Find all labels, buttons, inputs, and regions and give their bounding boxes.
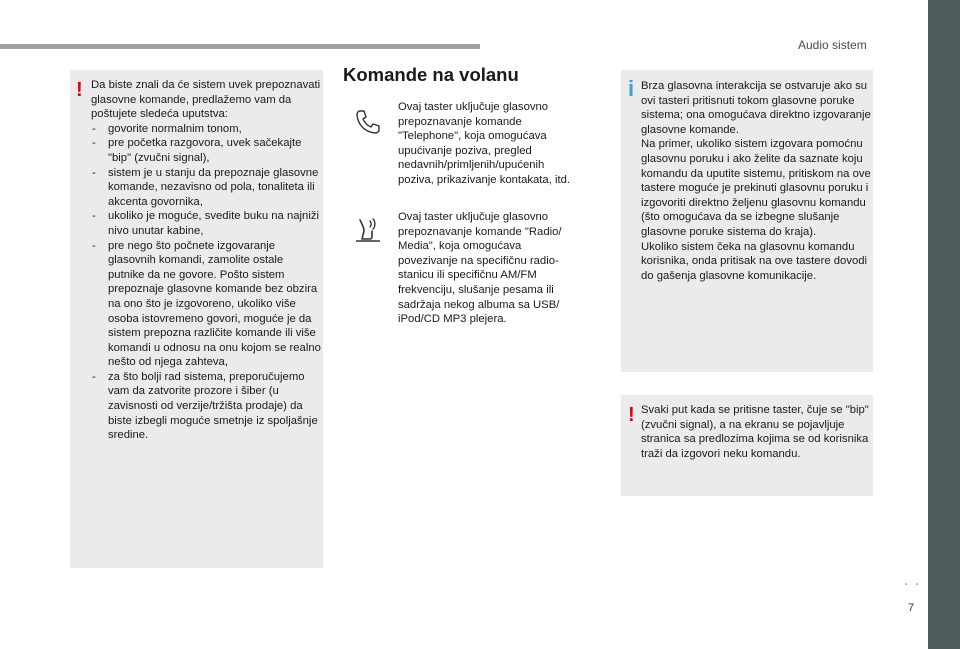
exclamation-icon: ! [628,404,635,426]
chapter-side-tab [928,0,960,649]
beep-warning-text: Svaki put kada se pritisne taster, čuje se "bip" (zvučni signal), a na ekranu se pojavljuje stranica sa predlozima kojima se od korisnika traži da izgovori neku komandu. [641,404,869,460]
list-item: - ukoliko je moguće, svedite buku na najniži nivo unutar kabine, [91,209,321,238]
info-paragraph: Brza glasovna interakcija se ostvaruje ako su ovi tasteri pritisnuti tokom glasovne poruke sistema; ona omogućava direktno izgovaranje glasovne komande. [641,80,871,136]
list-item: - pre nego što počnete izgovaranje glasovnih komandi, zamolite ostale putnike da ne govore. Pošto sistem prepoznaje glasovne komande bez obzira na ono što je izgovoreno, ukoliko više osoba istovremeno govori, moguće je da sistem prepozna različite komande ili više komandi u odnosu na onu kojom se realno nešto od njega zahteva, [91,239,321,370]
beep-warning-box [621,395,873,496]
list-item: - govorite normalnim tonom, [91,122,321,137]
phone-command-text: Ovaj taster uključuje glasovno prepoznavanje komande "Telephone", koja omogućava upućivanje poziva, pregled nedavnih/primljenih/upućenih poziva, prikazivanje kontakata, itd. [398,101,571,186]
info-paragraph: Ukoliko sistem čeka na glasovnu komandu korisnika, onda pritisak na ove tastere dovodi do gašenja glasovne komunikacije. [641,240,868,282]
info-text [641,79,873,283]
voice-command-text: Ovaj taster uključuje glasovno prepoznavanje komande "Radio/ Media", koja omogućava povezivanje na specifičnu radio-stanicu ili specifičnu AM/FM frekvenciju, slušanje pesama ili sadržaja nekog albuma sa USB/ iPod/CD MP3 plejera. [398,211,562,326]
top-divider-bar [0,44,480,49]
list-item: - pre početka razgovora, uvek sačekajte "bip" (zvučni signal), [91,136,321,165]
voice-command-icon [352,215,384,247]
list-item: - sistem je u stanju da prepoznaje glasovne komande, nezavisno od pola, tonaliteta ili akcenta govornika, [91,166,321,210]
list-item: - za što bolji rad sistema, preporučujemo vam da zatvorite prozore i šiber (u zavisnosti od verzije/tržišta prodaje) da biste izbegli moguće smetnje iz spoljašnje sredine. [91,370,321,443]
page-number: 7 [908,602,915,614]
info-paragraph: Na primer, ukoliko sistem izgovara pomoćnu glasovnu poruku i ako želite da saznate koju komandu da uputite sistemu, pritiskom na ove tastere moguće je prekinuti glasovnu poruku i izgovoriti direktno željenu glasovnu komandu (što omogućava da se izbegne slušanje glasovne poruke sistema do kraja). [641,138,871,238]
section-title: Komande na volanu [343,64,519,85]
tips-list [91,122,321,443]
warning-text [91,78,321,443]
exclamation-icon: ! [76,79,83,101]
page-dots: . . [904,572,921,589]
info-icon: i [628,76,635,101]
phone-icon [354,108,382,136]
voice-tips-warning-box [70,70,323,568]
warning-intro: Da biste znali da će sistem uvek prepoznavati glasovne komande, predlažemo vam da poštujete sledeća uputstva: [91,79,321,121]
quick-interaction-info-box [621,70,873,372]
chapter-title: Audio sistem [798,38,867,52]
